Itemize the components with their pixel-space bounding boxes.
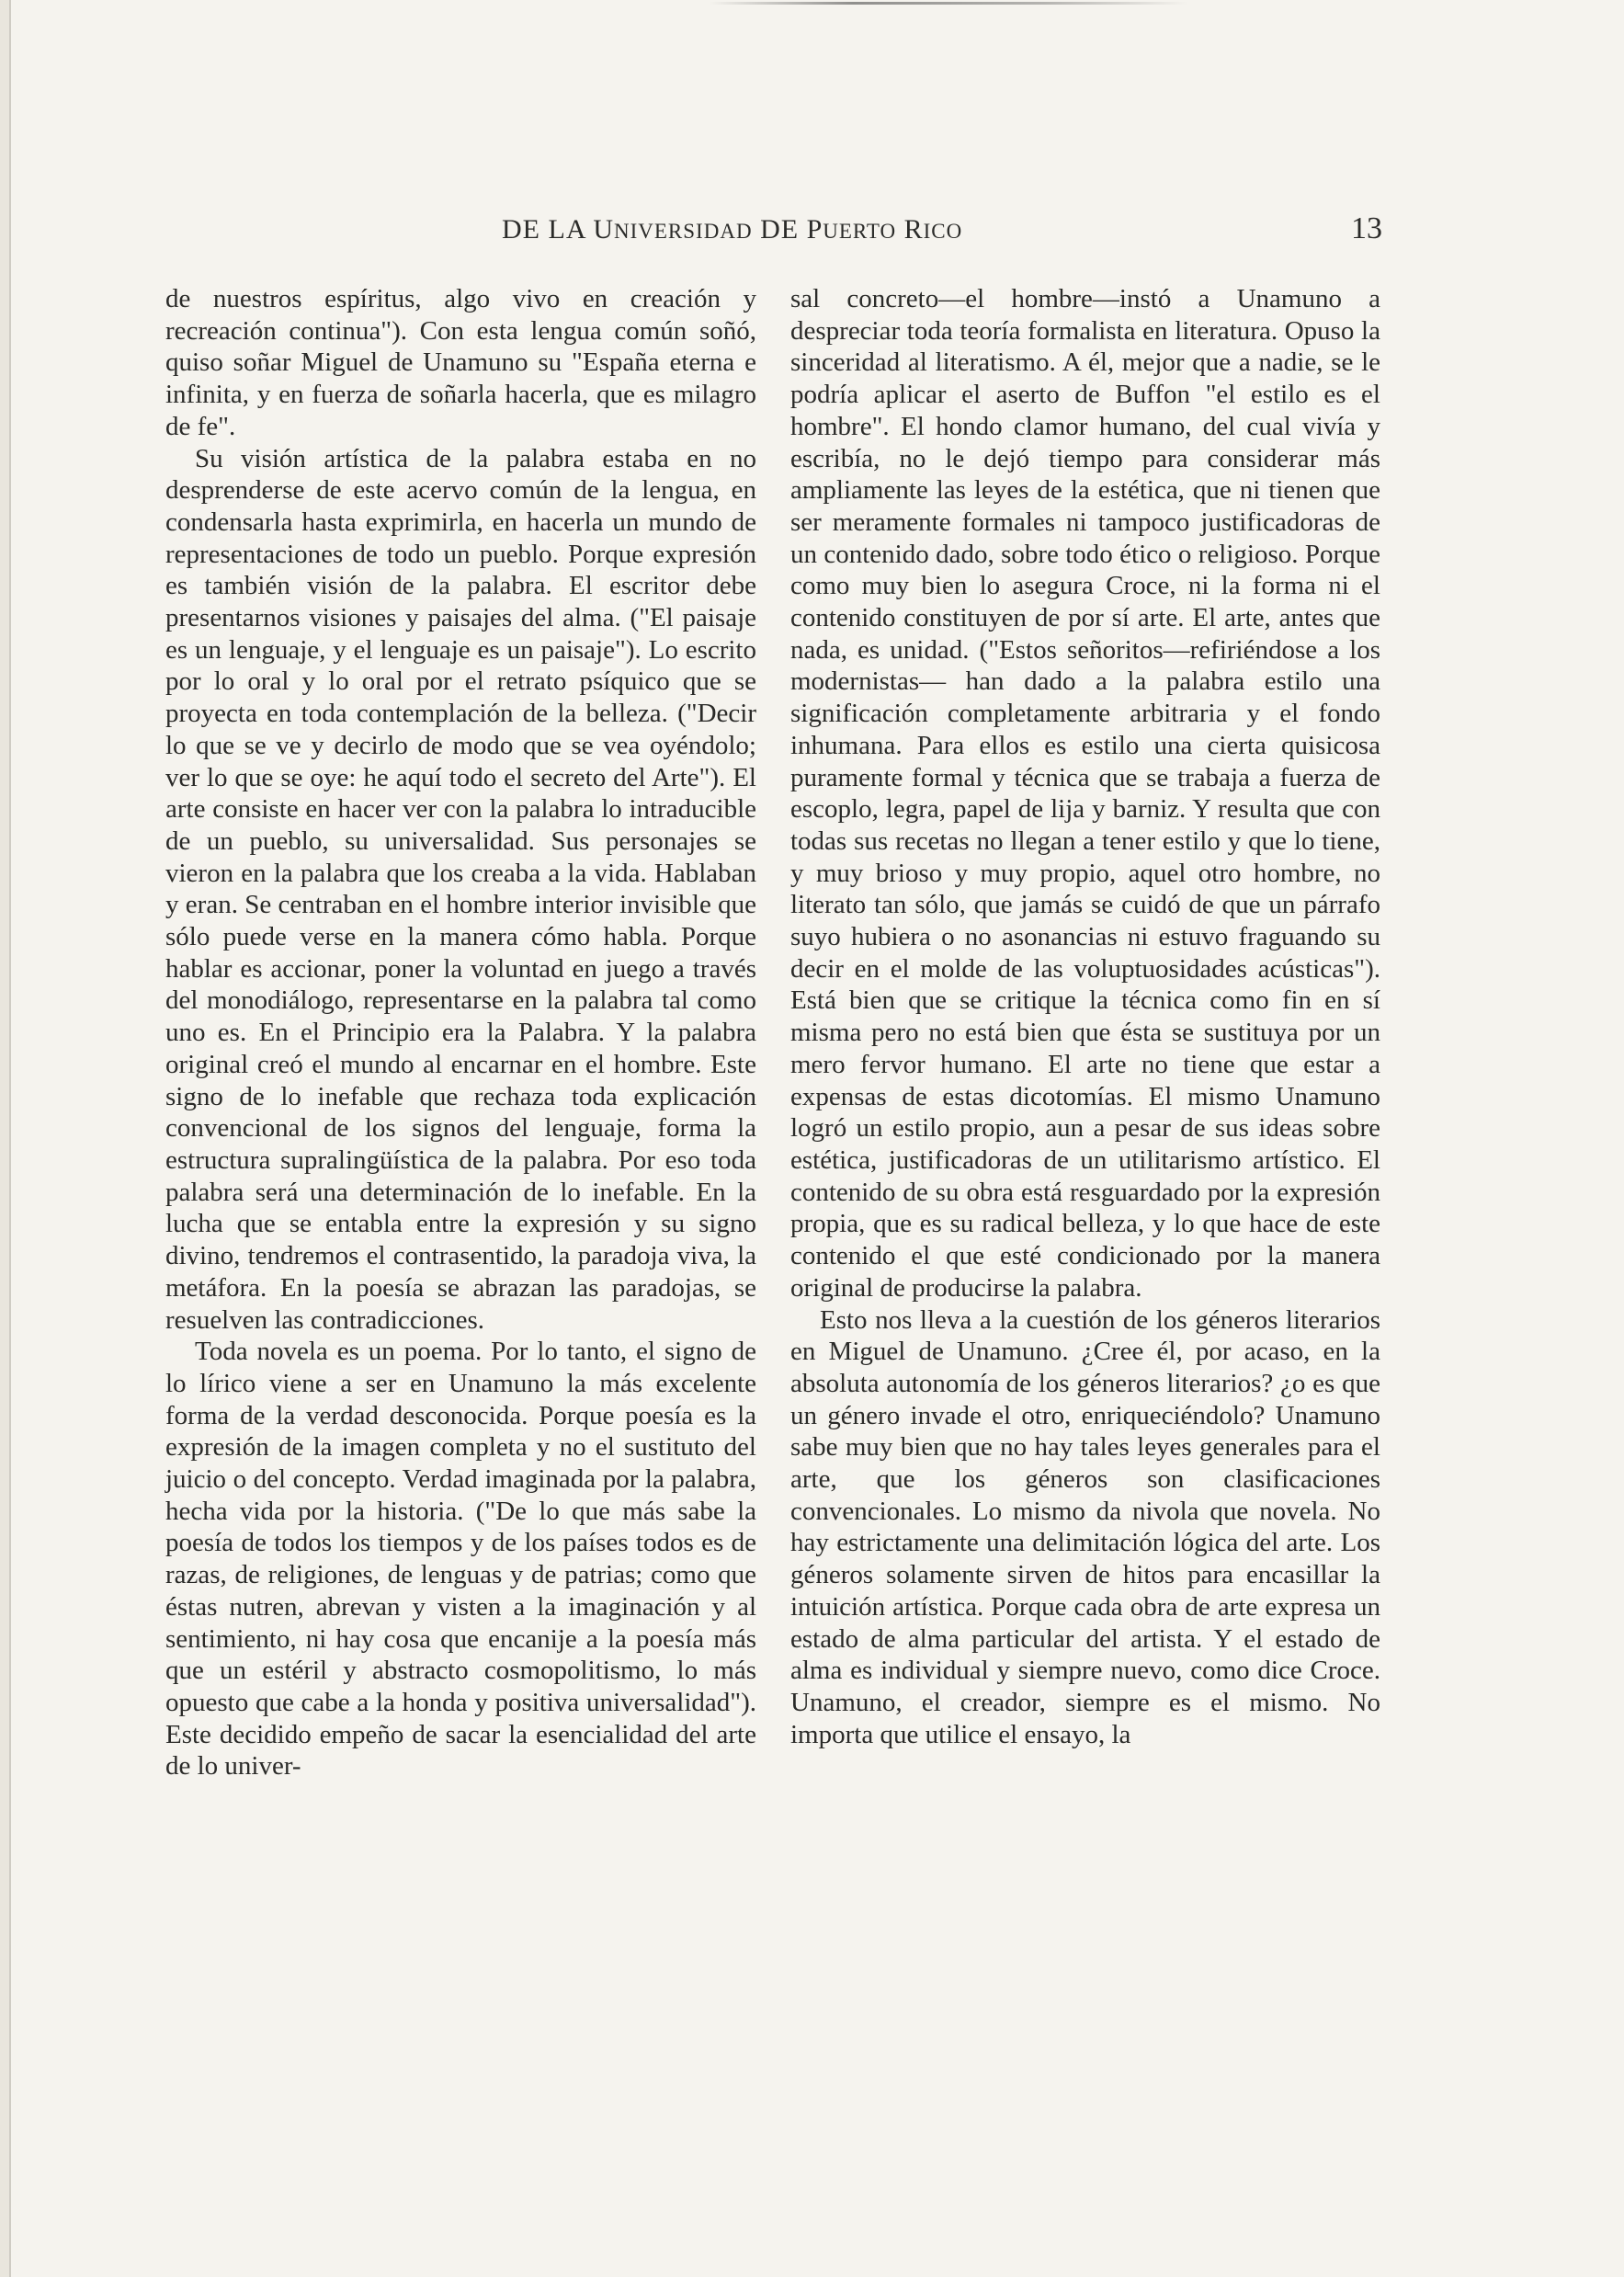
book-page bbox=[9, 0, 1624, 2277]
paragraph: Esto nos lleva a la cuestión de los géneros literarios en Miguel de Unamuno. ¿Cree él, por acaso, en la absoluta autonomía de los géneros literarios? ¿o es que un género invade el otro, enriqueciéndolo? Unamuno sabe muy bien que no hay tales leyes generales para el arte, que los géneros son clasificaciones convencionales. Lo mismo da nivola que novela. No hay estrictamente una delimitación lógica del arte. Los géneros solamente sirven de hitos para encasillar la intuición artística. Porque cada obra de arte expresa un estado de alma particular del artista. Y el estado de alma es individual y siempre nuevo, como dice Croce. Unamuno, el creador, siempre es el mismo. No importa que utilice el ensayo, la bbox=[790, 1304, 1380, 1749]
left-column bbox=[165, 283, 756, 1782]
running-head-cap: U bbox=[593, 214, 614, 245]
right-column bbox=[790, 283, 1380, 1750]
running-head-smallcaps: UERTO bbox=[823, 220, 897, 243]
running-head-cap: R bbox=[903, 214, 924, 245]
paragraph: Su visión artística de la palabra estaba en no desprenderse de este acervo común de la lengua, en condensarla hasta exprimirla, en hacerla un mundo de representaciones de todo un pueblo. Porque expresión es también visión de la palabra. El escritor debe presentarnos visiones y paisajes del alma. ("El paisaje es un lenguaje, y el lenguaje es un paisaje"). Lo escrito por lo oral y lo oral por el retrato psíquico que se proyecta en toda contemplación de la belleza. ("Decir lo que se ve y decirlo de modo que se vea oyéndolo; ver lo que se oye: he aquí todo el secreto del Arte"). El arte consiste en hacer ver con la palabra lo intraducible de un pueblo, su universalidad. Sus personajes se vieron en la palabra que los creaba a la vida. Hablaban y eran. Se centraban en el hombre interior invisible que sólo puede verse en la manera cómo habla. Porque hablar es accionar, poner la voluntad en juego a través del monodiálogo, representarse en la palabra tal como uno es. En el Principio era la Palabra. Y la palabra original creó el mundo al encarnar en el hombre. Este signo de lo inefable que rechaza toda explicación convencional de los signos del lenguaje, forma la estructura supralingüística de la palabra. Por eso toda palabra será una determinación de lo inefable. En la lucha que se entabla entre la expresión y su signo divino, tendremos el contrasentido, la paradoja viva, la metáfora. En la poesía se abrazan las paradojas, se resuelven las contradicciones. bbox=[165, 443, 756, 1335]
paragraph: de nuestros espíritus, algo vivo en creación y recreación continua"). Con esta lengua común soñó, quiso soñar Miguel de Unamuno su "España eterna e infinita, y en fuerza de soñarla hacerla, que es milagro de fe". bbox=[165, 284, 756, 441]
running-head bbox=[502, 214, 962, 245]
running-head-prefix: DE LA bbox=[502, 214, 594, 245]
running-head-smallcaps: NIVERSIDAD bbox=[614, 220, 753, 243]
paragraph: Toda novela es un poema. Por lo tanto, el signo de lo lírico viene a ser en Unamuno la más excelente forma de la verdad desconocida. Porque poesía es la expresión de la imagen completa y no el sustituto del juicio o del concepto. Verdad imaginada por la palabra, hecha vida por la historia. ("De lo que más sabe la poesía de todos los tiempos y de los países todos es de razas, de religiones, de lenguas y de patrias; como que éstas nutren, abrevan y visten a la imaginación y al sentimiento, ni hay cosa que encanije a la poesía más que un estéril y abstracto cosmopolitismo, lo más opuesto que cabe a la honda y positiva universalidad"). Este decidido empeño de sacar la esencialidad del arte de lo univer- bbox=[165, 1337, 756, 1782]
paragraph: sal concreto—el hombre—instó a Unamuno a despreciar toda teoría formalista en literatura. Opuso la sinceridad al literatismo. A él, mejor que a nadie, se le podría aplicar el aserto de Buffon "el estilo es el hombre". El hondo clamor humano, del cual vivía y escribía, no le dejó tiempo para considerar más ampliamente las leyes de la estética, que ni tienen que ser meramente formales ni tampoco justificadoras de un contenido dado, sobre todo ético o religioso. Porque como muy bien lo asegura Croce, ni la forma ni el contenido constituyen de por sí arte. El arte, antes que nada, es unidad. ("Estos señoritos—refiriéndose a los modernistas— han dado a la palabra estilo una significación completamente arbitraria y el fondo inhumana. Para ellos es estilo una cierta quisicosa puramente formal y técnica que se trabaja a fuerza de escoplo, legra, papel de lija y barniz. Y resulta que con todas sus recetas no llegan a tener estilo y que lo tiene, y muy brioso y muy propio, aquel otro hombre, no literato tan sólo, que jamás se cuidó de que un párrafo suyo hubiera o no asonancias ni estuvo fraguando su decir en el molde de las voluptuosidades acústicas"). Está bien que se critique la técnica como fin en sí misma pero no está bien que ésta se sustituya por un mero fervor humano. El arte no tiene que estar a expensas de estas dicotomías. El mismo Unamuno logró un estilo propio, aun a pesar de sus ideas sobre estética, justificadoras de un utilitarismo artístico. El contenido de su obra está resguardado por la expresión propia, que es su radical belleza, y lo que hace de este contenido el que esté condicionado por la manera original de producirse la palabra. bbox=[790, 284, 1380, 1303]
running-head-mid: DE bbox=[752, 214, 807, 245]
page-number: 13 bbox=[1351, 211, 1382, 245]
running-head-smallcaps: ICO bbox=[923, 220, 963, 243]
running-head-cap: P bbox=[806, 214, 823, 245]
top-edge-mark bbox=[710, 2, 1187, 5]
